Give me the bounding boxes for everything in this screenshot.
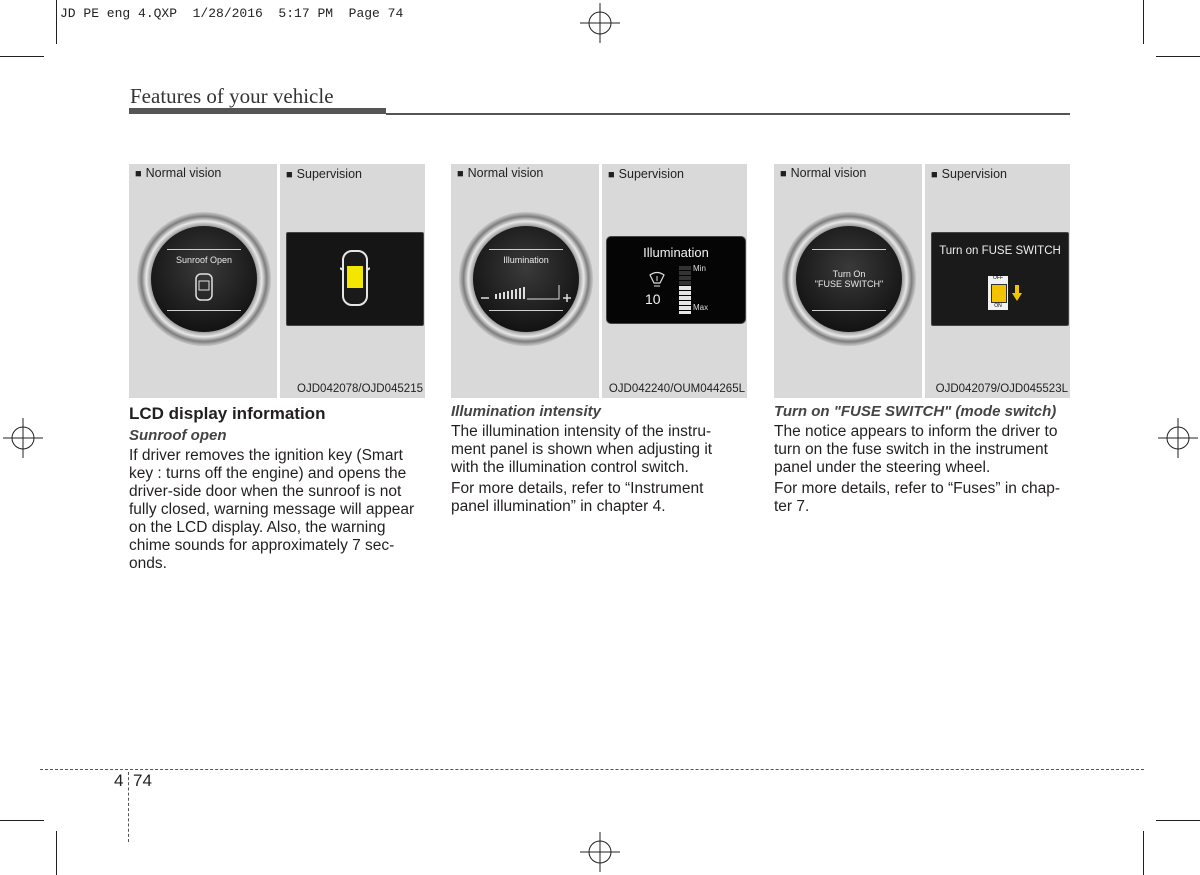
lcd-title: Illumination <box>643 245 709 260</box>
car-top-icon <box>193 272 215 302</box>
lcd-screen <box>606 236 746 324</box>
registration-mark <box>580 832 620 872</box>
registration-mark <box>580 3 620 43</box>
gauge-message: Sunroof Open <box>175 255 233 265</box>
text-line: ter 7. <box>774 498 810 515</box>
switch-off-label: OFF <box>993 275 1003 281</box>
cluster-gauge <box>459 212 593 346</box>
normal-vision-pane <box>451 164 599 398</box>
lcd-illumination-value: 10 <box>645 291 661 307</box>
text-line: If driver removes the ignition key (Smart <box>129 447 403 464</box>
footer-dashed-vertical <box>128 772 129 842</box>
arrow-down-icon <box>1012 285 1022 301</box>
paragraph <box>774 480 1071 516</box>
subheading: Sunroof open <box>129 427 227 444</box>
supervision-pane <box>277 164 428 398</box>
header-rule-thick <box>129 108 386 114</box>
crop-mark <box>0 56 44 57</box>
lcd-screen <box>286 232 424 326</box>
normal-vision-pane <box>774 164 922 398</box>
text-line: For more details, refer to “Fuses” in chap- <box>774 480 1060 497</box>
section-heading: LCD display information <box>129 404 326 423</box>
paragraph <box>129 447 426 573</box>
crop-mark <box>56 831 57 875</box>
page-number: 74 <box>133 771 152 790</box>
cluster-gauge <box>782 212 916 346</box>
lcd-max-label: Max <box>693 303 709 312</box>
gauge-message: Illumination <box>503 255 549 265</box>
text-line: key : turns off the engine) and opens the <box>129 465 407 482</box>
switch-on-label: ON <box>994 303 1002 309</box>
text-line: The illumination intensity of the instru- <box>451 423 712 440</box>
cluster-gauge <box>137 212 271 346</box>
paragraph <box>774 423 1071 477</box>
lcd-title: Turn on FUSE SWITCH <box>939 245 1061 257</box>
car-sunroof-icon <box>340 248 370 308</box>
text-line: panel under the steering wheel. <box>774 459 991 476</box>
paragraph <box>451 480 748 516</box>
illumination-dial-icon <box>647 271 667 289</box>
crop-mark <box>1143 0 1144 44</box>
figure-fuse-switch <box>774 164 1070 398</box>
supervision-label: ■ Supervision <box>608 167 684 181</box>
text-line: onds. <box>129 555 167 572</box>
chapter-number: 4 <box>114 771 124 790</box>
text-line: fully closed, warning message will appear <box>129 501 415 518</box>
supervision-pane <box>599 164 750 398</box>
registration-mark <box>3 418 43 458</box>
crop-mark <box>56 0 57 44</box>
text-line: with the illumination control switch. <box>451 459 689 476</box>
fuse-switch-icon <box>988 276 1008 310</box>
column-illumination <box>451 403 748 516</box>
section-title: Features of your vehicle <box>130 84 334 108</box>
supervision-label: ■ Supervision <box>931 167 1007 181</box>
text-line: driver-side door when the sunroof is not <box>129 483 402 500</box>
header-rule-thin <box>386 113 1070 115</box>
lcd-min-label: Min <box>693 264 706 273</box>
supervision-label: ■ Supervision <box>286 167 362 181</box>
text-line: panel illumination” in chapter 4. <box>451 498 666 515</box>
column-sunroof <box>129 404 426 573</box>
crop-mark <box>1143 831 1144 875</box>
figure-illumination <box>451 164 747 398</box>
crop-mark <box>1156 56 1200 57</box>
figure-code: OJD042240/OUM044265L <box>608 383 745 395</box>
text-line: chime sounds for approximately 7 sec- <box>129 537 395 554</box>
print-slug: JD PE eng 4.QXP 1/28/2016 5:17 PM Page 74 <box>60 6 404 21</box>
text-line: For more details, refer to “Instrument <box>451 480 704 497</box>
text-line: on the LCD display. Also, the warning <box>129 519 386 536</box>
column-fuse-switch <box>774 403 1071 516</box>
normal-vision-label: ■ Normal vision <box>135 166 221 180</box>
crop-mark <box>1156 820 1200 821</box>
text-line: ment panel is shown when adjusting it <box>451 441 713 458</box>
subheading: Illumination intensity <box>451 403 602 420</box>
figure-sunroof-open <box>129 164 425 398</box>
supervision-pane <box>922 164 1073 398</box>
registration-mark <box>1158 418 1198 458</box>
normal-vision-pane <box>129 164 277 398</box>
gauge-message-line2: "FUSE SWITCH" <box>814 279 884 289</box>
illumination-level-bar <box>679 266 691 314</box>
text-line: turn on the fuse switch in the instrument <box>774 441 1048 458</box>
gauge-message-line1: Turn On <box>832 269 866 279</box>
paragraph <box>451 423 748 477</box>
brightness-bar-icon <box>481 282 573 306</box>
subheading: Turn on "FUSE SWITCH" (mode switch) <box>774 403 1057 420</box>
figure-code: OJD042078/OJD045215 <box>297 383 423 395</box>
normal-vision-label: ■ Normal vision <box>780 166 866 180</box>
figure-code: OJD042079/OJD045523L <box>935 383 1068 395</box>
text-line: The notice appears to inform the driver to <box>774 423 1058 440</box>
normal-vision-label: ■ Normal vision <box>457 166 543 180</box>
footer-dashed-rule <box>40 769 1144 770</box>
crop-mark <box>0 820 44 821</box>
lcd-screen <box>931 232 1069 326</box>
